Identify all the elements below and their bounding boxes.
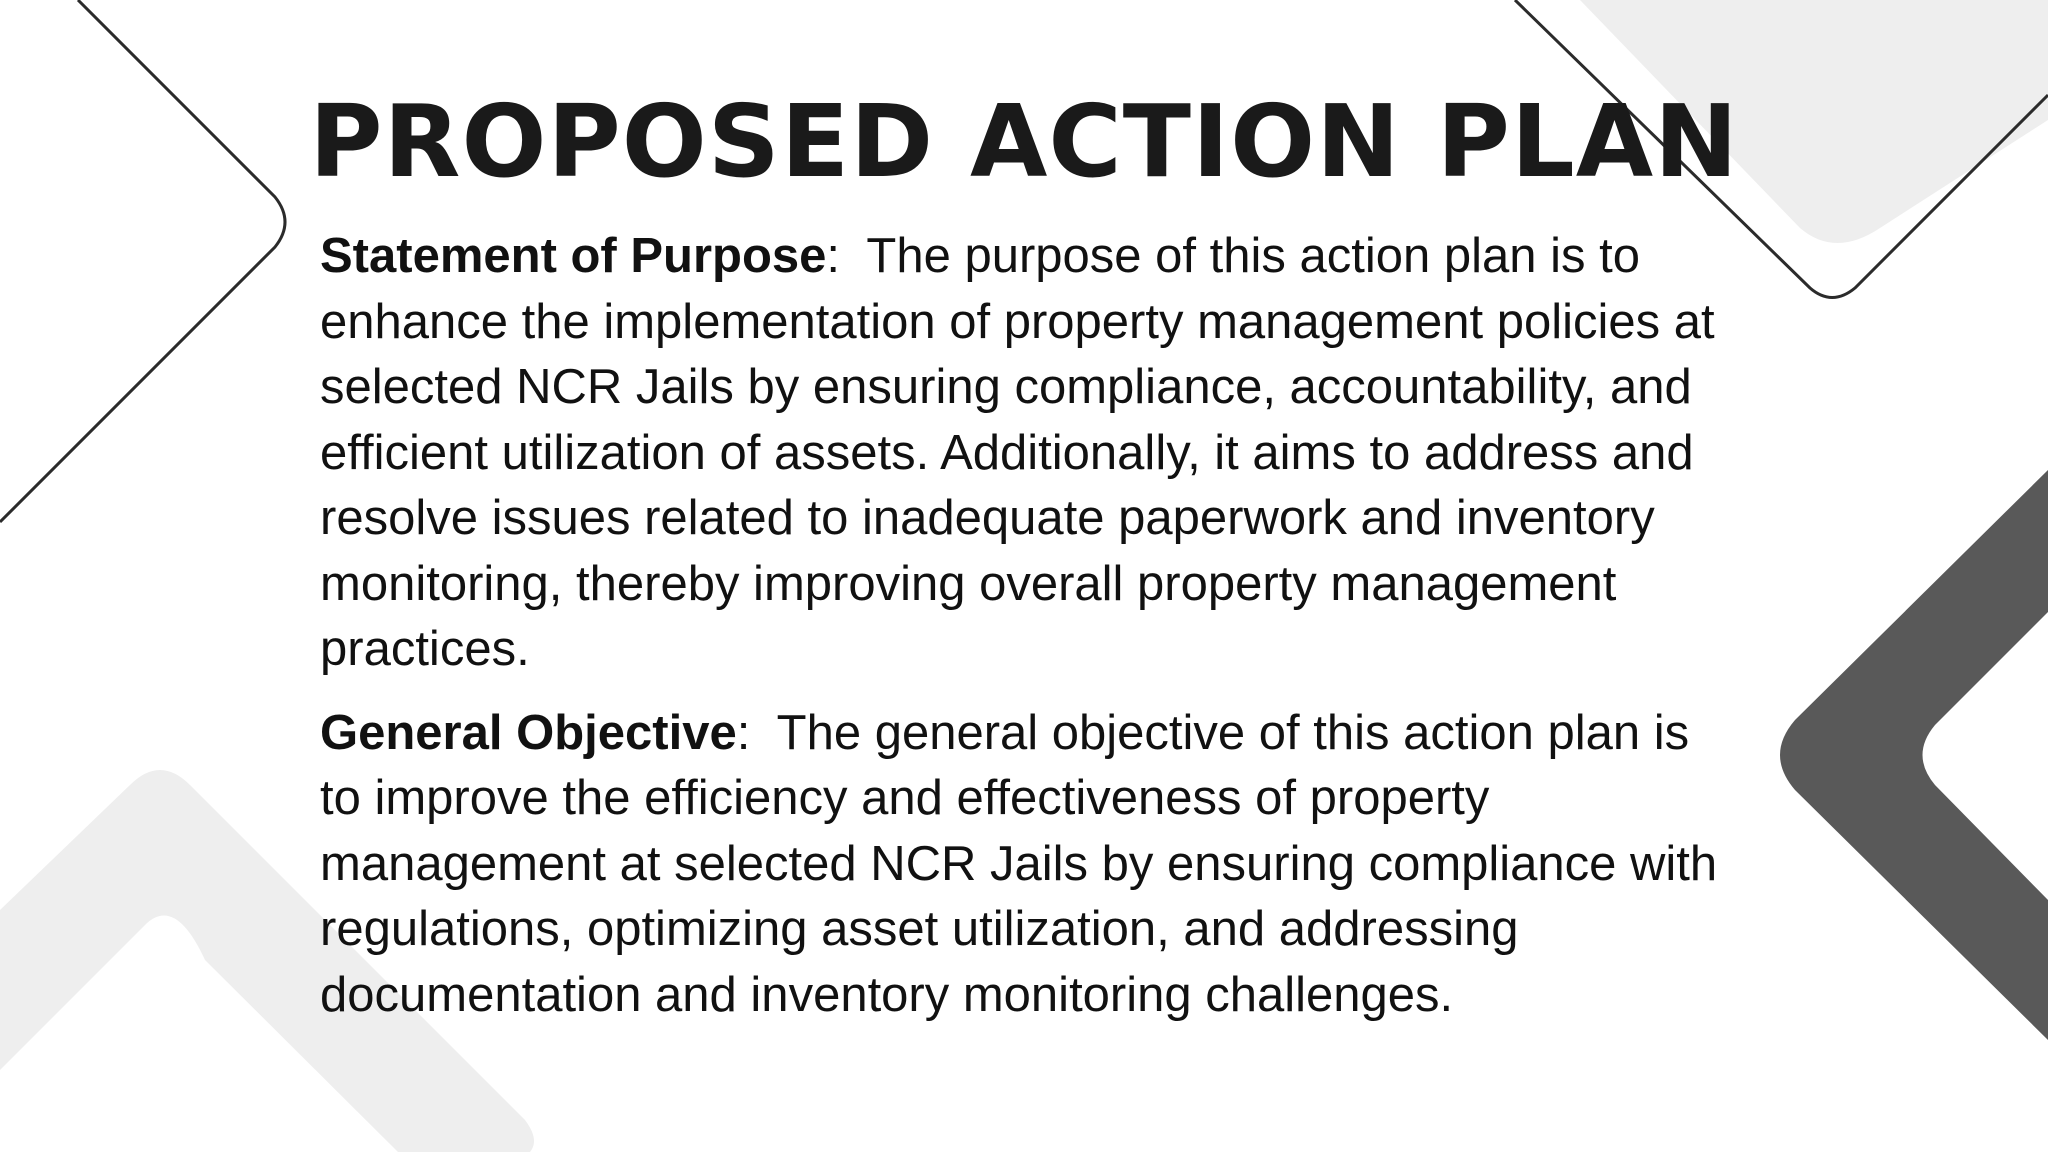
statement-of-purpose-paragraph — [320, 224, 1740, 683]
general-objective-paragraph — [320, 701, 1740, 1029]
heading-separator: : — [826, 229, 867, 283]
paragraph-heading: General Objective — [320, 705, 737, 760]
slide-title: PROPOSED ACTION PLAN — [309, 83, 1739, 200]
slide-body — [320, 224, 1740, 1046]
heading-separator: : — [736, 705, 777, 760]
top-left-outline-chevron — [0, 0, 285, 522]
paragraph-text: The purpose of this action plan is to enhance the implementation of property management policies at selected NCR Jails by ensuring compliance, accountability, and efficient utilization of assets. Additionally, it aims to address and resolve issues related to inadequate paperwork and inventory monitoring, thereby improving overall property management practices. — [320, 229, 1715, 676]
right-dark-chevron — [1780, 470, 2048, 1040]
paragraph-heading: Statement of Purpose — [320, 229, 827, 283]
paragraph-text: The general objective of this action plan is to improve the efficiency and effectiveness of property management at selected NCR Jails by ensuring compliance with regulations, optimizing asset utilization, and addressing documentation and inventory monitoring challenges. — [320, 705, 1718, 1022]
